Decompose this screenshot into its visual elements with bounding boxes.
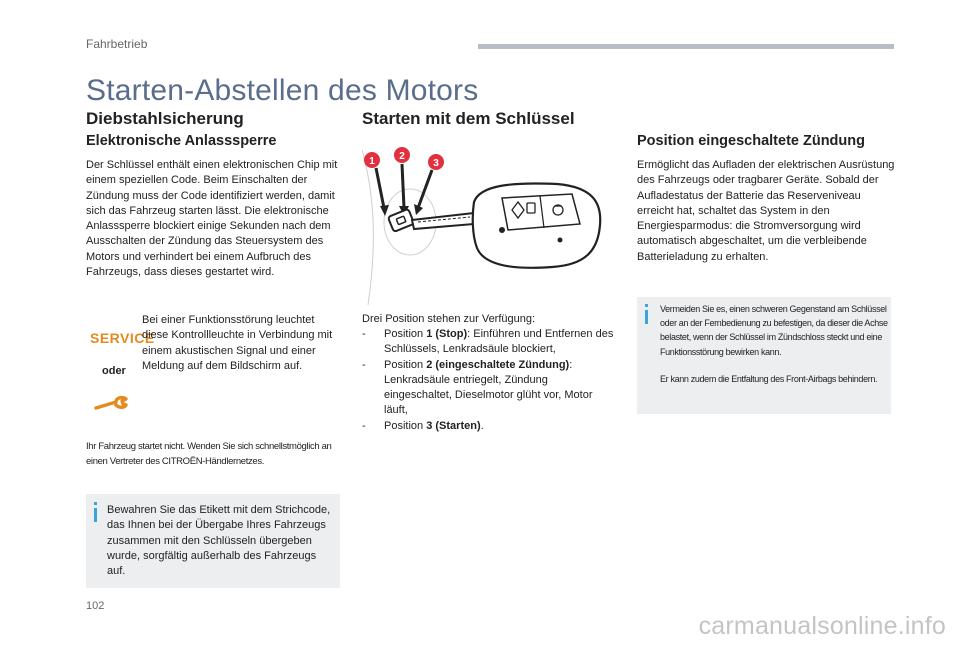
watermark: carmanualsonline.info xyxy=(698,612,946,640)
page-number: 102 xyxy=(86,600,105,612)
service-warning-icon: SERVICE xyxy=(90,330,155,346)
start-failure-note: Ihr Fahrzeug startet nicht. Wenden Sie sich schnellstmöglich an einen Vertreter des CITROËN-Händlernetzes. xyxy=(86,441,332,467)
callout-1: 1 xyxy=(369,156,375,167)
heading-eingeschaltete-zuendung: Position eingeschaltete Zündung xyxy=(637,133,865,149)
callout-2: 2 xyxy=(399,151,405,162)
info-marker-bar xyxy=(645,310,648,324)
heavy-object-info-text: Vermeiden Sie es, einen schweren Gegenstand am Schlüssel oder an der Fernbedienung zu befestigen, da dieser die Achse belastet, wenn der Schlüssel im Zündschloss steckt und eine Funktionsstörung bewirken kann. xyxy=(660,304,888,357)
positions-list xyxy=(362,327,614,434)
item-prefix: Position xyxy=(384,328,427,340)
warning-lamp-text: Bei einer Funktionsstörung leuchtet diese Kontrollleuchte in Verbindung mit einem akustischen Signal und einer Meldung auf dem Bildschirm auf. xyxy=(142,314,333,372)
subheading-anlasssperre: Elektronische Anlasssperre xyxy=(86,133,277,149)
item-position-label: 2 (eingeschaltete Zündung) xyxy=(426,358,570,371)
list-item xyxy=(362,419,614,434)
page-title: Starten-Abstellen des Motors xyxy=(86,74,479,107)
list-item xyxy=(362,358,614,419)
positions-intro: Drei Position stehen zur Verfügung: xyxy=(362,313,536,325)
callout-3: 3 xyxy=(433,158,439,169)
item-description: : Einführen und Entfernen des Schlüssels, Lenkradsäule blockiert, xyxy=(384,328,614,356)
header-bar xyxy=(478,44,894,49)
list-item xyxy=(362,327,614,358)
item-description: : Lenkradsäule entriegelt, Zündung eingeschaltet, Dieselmotor glüht vor, Motor läuft, xyxy=(384,358,593,417)
info-marker-bar xyxy=(94,508,97,522)
item-position-label: 3 (Starten) xyxy=(426,419,481,432)
section-tag: Fahrbetrieb xyxy=(86,37,148,51)
heading-starten-schluessel: Starten mit dem Schlüssel xyxy=(362,109,575,128)
info-marker-dot xyxy=(94,502,97,505)
anlasssperre-paragraph: Der Schlüssel enthält einen elektronischen Chip mit einem speziellen Code. Beim Einschalten der Zündung muss der Code identifiziert werden, damit sich das Fahrzeug starten lässt. Die elektronische Anlasssperre blockiert einige Sekunden nach dem Ausschalten der Zündung das Steuersystem des Motors und verhindert bei einem Aufbruch des Fahrzeugs, dass dieses gestartet wird. xyxy=(86,159,338,279)
ignition-key-illustration xyxy=(362,140,612,305)
barcode-info-box xyxy=(86,494,340,588)
info-marker-dot xyxy=(645,304,648,307)
item-prefix: Position xyxy=(384,358,427,371)
zuendung-paragraph: Ermöglicht das Aufladen der elektrischen Ausrüstung des Fahrzeugs oder tragbarer Geräte. Sobald der Aufladestatus der Batterie das Reserveniveau erreicht hat, schaltet das System in den Energiesparmodus: die Stromversorgung wird automatisch abgeschaltet, um die verbleibende Batterieladung zu erhalten. xyxy=(637,159,895,263)
wrench-icon xyxy=(94,396,128,412)
oder-label: oder xyxy=(102,365,126,377)
item-position-label: 1 (Stop) xyxy=(426,328,468,340)
item-description: . xyxy=(480,419,484,432)
heavy-object-info-box xyxy=(637,297,891,414)
item-prefix: Position xyxy=(384,419,427,432)
barcode-info-text: Bewahren Sie das Etikett mit dem Strichcode, das Ihnen bei der Übergabe Ihres Fahrzeugs zusammen mit den Schlüsseln übergeben wurde, sorgfältig außerhalb des Fahrzeugs auf. xyxy=(107,504,331,578)
heading-diebstahlsicherung: Diebstahlsicherung xyxy=(86,109,244,128)
airbag-info-text: Er kann zudem die Entfaltung des Front-Airbags behindern. xyxy=(660,374,878,384)
